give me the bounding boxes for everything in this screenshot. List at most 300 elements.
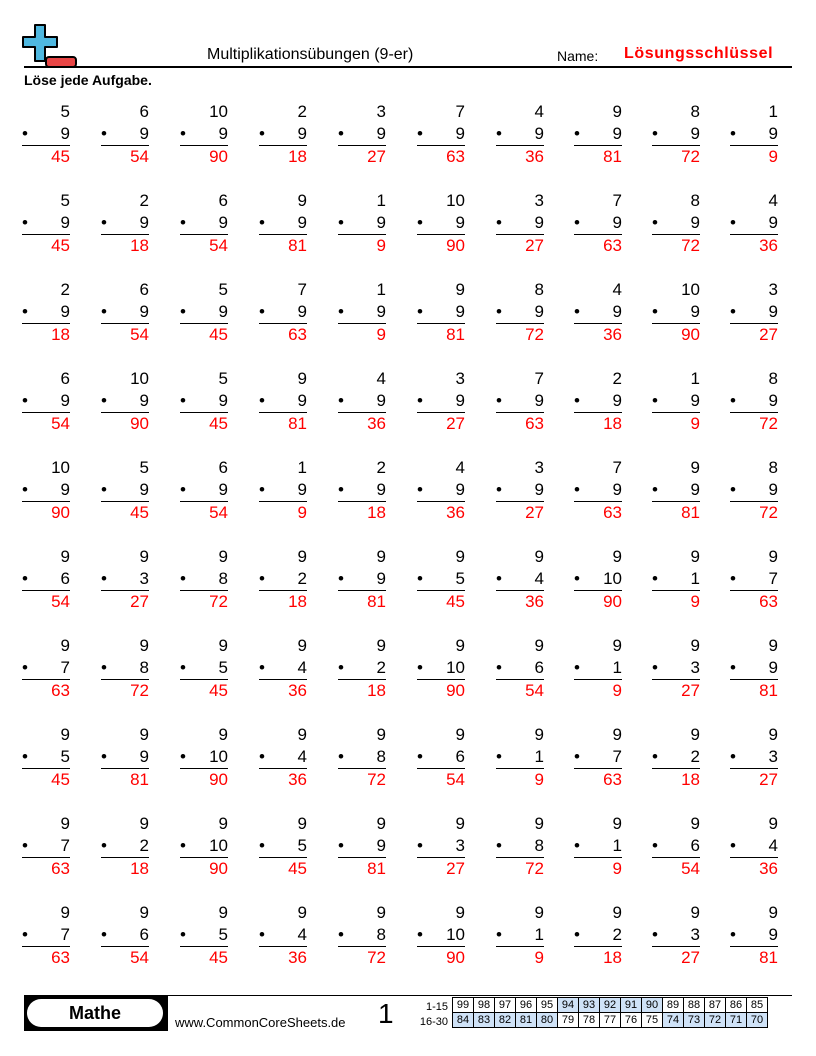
multiplier-line — [180, 479, 228, 502]
times-dot-icon: • — [730, 213, 736, 232]
problem-item — [574, 190, 622, 257]
answer: 81 — [446, 325, 465, 344]
multiplier-line — [259, 924, 307, 947]
multiplier: 8 — [218, 569, 228, 588]
problem-item — [101, 902, 149, 969]
score-cell: 95 — [537, 998, 558, 1013]
problem-item — [259, 546, 307, 613]
problem-item — [101, 190, 149, 257]
multiplier: 7 — [60, 658, 70, 677]
multiplier-line — [180, 657, 228, 680]
multiplier-line — [259, 835, 307, 858]
answer: 81 — [759, 681, 778, 700]
multiplicand: 9 — [690, 725, 700, 744]
multiplier-line — [180, 924, 228, 947]
multiplier-line — [496, 657, 544, 680]
answer: 9 — [612, 681, 622, 700]
times-dot-icon: • — [652, 124, 658, 143]
multiplier: 5 — [297, 836, 307, 855]
answer: 63 — [51, 859, 70, 878]
multiplier-line — [574, 568, 622, 591]
problem-item — [417, 101, 465, 168]
multiplier: 9 — [376, 124, 386, 143]
answer: 90 — [446, 681, 465, 700]
instructions: Löse jede Aufgabe. — [24, 72, 152, 88]
multiplicand: 9 — [60, 636, 70, 655]
multiplicand: 4 — [612, 280, 622, 299]
score-cell: 80 — [537, 1013, 558, 1028]
times-dot-icon: • — [180, 302, 186, 321]
times-dot-icon: • — [259, 480, 265, 499]
multiplicand: 9 — [455, 814, 465, 833]
times-dot-icon: • — [338, 658, 344, 677]
answer: 54 — [130, 948, 149, 967]
multiplier-line — [417, 301, 465, 324]
multiplier: 4 — [297, 658, 307, 677]
answer: 72 — [367, 770, 386, 789]
answer: 9 — [297, 503, 307, 522]
score-cell: 98 — [474, 998, 495, 1013]
problem-item — [22, 101, 70, 168]
answer: 18 — [367, 503, 386, 522]
answer: 81 — [130, 770, 149, 789]
multiplier-line — [652, 479, 700, 502]
times-dot-icon: • — [730, 302, 736, 321]
multiplicand: 8 — [690, 102, 700, 121]
answer: 72 — [681, 147, 700, 166]
score-cell: 97 — [495, 998, 516, 1013]
multiplier: 2 — [612, 925, 622, 944]
multiplier: 10 — [209, 836, 228, 855]
answer: 81 — [603, 147, 622, 166]
problem-item — [730, 546, 778, 613]
multiplicand: 5 — [139, 458, 149, 477]
multiplier-line — [574, 657, 622, 680]
answer: 27 — [759, 325, 778, 344]
multiplicand: 1 — [376, 280, 386, 299]
multiplicand: 9 — [297, 903, 307, 922]
times-dot-icon: • — [259, 124, 265, 143]
times-dot-icon: • — [338, 747, 344, 766]
multiplicand: 3 — [534, 458, 544, 477]
multiplier: 9 — [612, 391, 622, 410]
answer: 27 — [525, 503, 544, 522]
multiplicand: 9 — [534, 547, 544, 566]
multiplier-line — [496, 924, 544, 947]
multiplier: 10 — [446, 658, 465, 677]
worksheet-title: Multiplikationsübungen (9-er) — [207, 46, 414, 63]
times-dot-icon: • — [574, 658, 580, 677]
times-dot-icon: • — [496, 836, 502, 855]
answer: 18 — [603, 948, 622, 967]
times-dot-icon: • — [338, 925, 344, 944]
answer: 9 — [690, 414, 700, 433]
multiplier: 3 — [139, 569, 149, 588]
problem-item — [180, 813, 228, 880]
score-cell: 90 — [642, 998, 663, 1013]
answer: 63 — [51, 681, 70, 700]
times-dot-icon: • — [417, 213, 423, 232]
multiplier: 9 — [139, 302, 149, 321]
problem-item — [22, 457, 70, 524]
times-dot-icon: • — [730, 480, 736, 499]
problem-item — [338, 546, 386, 613]
score-table — [452, 997, 768, 1028]
answer: 63 — [759, 592, 778, 611]
times-dot-icon: • — [652, 569, 658, 588]
multiplicand: 2 — [376, 458, 386, 477]
multiplier-line — [101, 123, 149, 146]
multiplier: 2 — [297, 569, 307, 588]
problem-item — [496, 457, 544, 524]
problem-item — [652, 813, 700, 880]
multiplicand: 8 — [690, 191, 700, 210]
times-dot-icon: • — [259, 658, 265, 677]
problem-item — [652, 279, 700, 346]
multiplier-line — [22, 657, 70, 680]
multiplier-line — [180, 746, 228, 769]
times-dot-icon: • — [417, 836, 423, 855]
answer: 27 — [759, 770, 778, 789]
problem-item — [180, 635, 228, 702]
problem-item — [180, 902, 228, 969]
answer: 54 — [446, 770, 465, 789]
multiplier: 9 — [297, 213, 307, 232]
multiplicand: 5 — [60, 102, 70, 121]
problem-item — [338, 813, 386, 880]
problem-item — [338, 101, 386, 168]
multiplicand: 9 — [218, 547, 228, 566]
times-dot-icon: • — [22, 925, 28, 944]
multiplier-line — [180, 568, 228, 591]
multiplier: 1 — [534, 747, 544, 766]
multiplicand: 9 — [455, 547, 465, 566]
multiplicand: 7 — [612, 458, 622, 477]
times-dot-icon: • — [417, 925, 423, 944]
multiplier: 9 — [60, 480, 70, 499]
times-dot-icon: • — [338, 836, 344, 855]
answer: 45 — [288, 859, 307, 878]
multiplier-line — [180, 212, 228, 235]
multiplicand: 9 — [612, 102, 622, 121]
multiplier-line — [338, 212, 386, 235]
multiplier: 8 — [376, 747, 386, 766]
answer: 54 — [130, 325, 149, 344]
multiplicand: 9 — [690, 458, 700, 477]
answer: 54 — [209, 236, 228, 255]
times-dot-icon: • — [574, 747, 580, 766]
problem-item — [101, 368, 149, 435]
problem-item — [22, 368, 70, 435]
answer: 72 — [367, 948, 386, 967]
multiplier-line — [574, 746, 622, 769]
multiplier-line — [338, 746, 386, 769]
score-cell: 75 — [642, 1013, 663, 1028]
answer: 27 — [446, 859, 465, 878]
multiplier: 9 — [376, 213, 386, 232]
multiplier-line — [417, 568, 465, 591]
times-dot-icon: • — [652, 391, 658, 410]
times-dot-icon: • — [574, 302, 580, 321]
score-cell: 74 — [663, 1013, 684, 1028]
times-dot-icon: • — [101, 925, 107, 944]
answer: 45 — [51, 236, 70, 255]
problem-item — [652, 368, 700, 435]
multiplier-line — [101, 479, 149, 502]
multiplier: 10 — [603, 569, 622, 588]
answer: 54 — [51, 414, 70, 433]
score-cell: 84 — [453, 1013, 474, 1028]
multiplicand: 4 — [768, 191, 778, 210]
answer: 9 — [690, 592, 700, 611]
multiplier-line — [574, 123, 622, 146]
answer: 81 — [759, 948, 778, 967]
multiplicand: 8 — [534, 280, 544, 299]
multiplier-line — [22, 746, 70, 769]
answer: 90 — [446, 236, 465, 255]
multiplicand: 6 — [139, 280, 149, 299]
problem-item — [417, 457, 465, 524]
multiplicand: 4 — [376, 369, 386, 388]
multiplier: 9 — [139, 391, 149, 410]
score-cell: 76 — [621, 1013, 642, 1028]
times-dot-icon: • — [101, 391, 107, 410]
multiplicand: 9 — [455, 636, 465, 655]
multiplier-line — [496, 746, 544, 769]
multiplicand: 1 — [690, 369, 700, 388]
multiplier: 1 — [690, 569, 700, 588]
multiplier-line — [730, 123, 778, 146]
problem-item — [338, 279, 386, 346]
problem-item — [338, 190, 386, 257]
multiplier: 9 — [612, 213, 622, 232]
problem-item — [417, 635, 465, 702]
multiplier: 9 — [768, 480, 778, 499]
page-number: 1 — [378, 998, 394, 1029]
multiplier: 9 — [60, 391, 70, 410]
answer: 63 — [603, 236, 622, 255]
multiplier-line — [101, 301, 149, 324]
multiplier-line — [417, 123, 465, 146]
answer: 36 — [367, 414, 386, 433]
multiplicand: 6 — [139, 102, 149, 121]
multiplicand: 10 — [51, 458, 70, 477]
multiplier-line — [22, 835, 70, 858]
multiplier: 7 — [60, 836, 70, 855]
multiplier: 7 — [612, 747, 622, 766]
multiplier: 4 — [768, 836, 778, 855]
multiplicand: 9 — [612, 547, 622, 566]
answer: 72 — [759, 503, 778, 522]
answer: 81 — [367, 592, 386, 611]
answer: 90 — [209, 859, 228, 878]
score-cell: 79 — [558, 1013, 579, 1028]
problem-item — [259, 279, 307, 346]
multiplier-line — [338, 301, 386, 324]
multiplier-line — [652, 568, 700, 591]
multiplier: 9 — [534, 124, 544, 143]
multiplicand: 9 — [768, 814, 778, 833]
site-link[interactable]: www.CommonCoreSheets.de — [175, 1015, 346, 1030]
answer: 90 — [209, 770, 228, 789]
times-dot-icon: • — [180, 658, 186, 677]
problem-item — [652, 101, 700, 168]
multiplier-line — [259, 301, 307, 324]
problem-item — [730, 101, 778, 168]
problem-item — [101, 724, 149, 791]
multiplier-line — [730, 479, 778, 502]
multiplicand: 9 — [768, 636, 778, 655]
multiplier: 9 — [690, 480, 700, 499]
answer: 36 — [759, 236, 778, 255]
multiplier: 3 — [690, 658, 700, 677]
times-dot-icon: • — [338, 391, 344, 410]
multiplier: 9 — [455, 302, 465, 321]
multiplicand: 9 — [139, 814, 149, 833]
multiplier: 9 — [455, 213, 465, 232]
times-dot-icon: • — [417, 658, 423, 677]
problem-item — [259, 902, 307, 969]
answer: 27 — [130, 592, 149, 611]
multiplicand: 9 — [297, 369, 307, 388]
problem-item — [22, 635, 70, 702]
problem-item — [496, 546, 544, 613]
multiplicand: 9 — [768, 547, 778, 566]
multiplier: 9 — [534, 391, 544, 410]
multiplicand: 1 — [376, 191, 386, 210]
multiplicand: 9 — [534, 903, 544, 922]
multiplicand: 1 — [768, 102, 778, 121]
multiplier-line — [730, 835, 778, 858]
score-row — [453, 1013, 768, 1028]
plus-minus-logo-icon — [22, 24, 80, 68]
multiplicand: 9 — [376, 814, 386, 833]
answer: 54 — [130, 147, 149, 166]
times-dot-icon: • — [180, 480, 186, 499]
times-dot-icon: • — [417, 391, 423, 410]
answer: 72 — [759, 414, 778, 433]
multiplier: 6 — [455, 747, 465, 766]
score-cell: 86 — [726, 998, 747, 1013]
problem-item — [652, 902, 700, 969]
times-dot-icon: • — [652, 302, 658, 321]
multiplier: 9 — [768, 213, 778, 232]
problem-item — [180, 368, 228, 435]
times-dot-icon: • — [180, 213, 186, 232]
multiplicand: 5 — [60, 191, 70, 210]
multiplicand: 6 — [218, 458, 228, 477]
times-dot-icon: • — [730, 391, 736, 410]
times-dot-icon: • — [574, 213, 580, 232]
problem-item — [22, 190, 70, 257]
multiplicand: 9 — [376, 903, 386, 922]
problem-item — [22, 279, 70, 346]
problem-item — [101, 813, 149, 880]
multiplier: 9 — [455, 391, 465, 410]
multiplier: 4 — [297, 925, 307, 944]
problem-item — [259, 368, 307, 435]
problem-item — [574, 635, 622, 702]
times-dot-icon: • — [496, 302, 502, 321]
multiplier: 9 — [690, 391, 700, 410]
multiplier: 9 — [376, 569, 386, 588]
multiplier-line — [180, 835, 228, 858]
multiplicand: 9 — [139, 636, 149, 655]
multiplier-line — [417, 657, 465, 680]
problem-item — [496, 902, 544, 969]
problem-item — [259, 457, 307, 524]
score-cell: 85 — [747, 998, 768, 1013]
multiplier: 9 — [768, 925, 778, 944]
multiplier-line — [574, 301, 622, 324]
multiplier-line — [338, 390, 386, 413]
multiplier: 9 — [768, 391, 778, 410]
multiplier-line — [730, 568, 778, 591]
multiplicand: 6 — [60, 369, 70, 388]
times-dot-icon: • — [496, 124, 502, 143]
multiplicand: 9 — [60, 814, 70, 833]
answer: 9 — [612, 859, 622, 878]
answer: 27 — [681, 681, 700, 700]
multiplicand: 9 — [218, 636, 228, 655]
times-dot-icon: • — [730, 925, 736, 944]
multiplier-line — [574, 212, 622, 235]
problem-item — [496, 724, 544, 791]
score-cell: 71 — [726, 1013, 747, 1028]
score-row — [453, 998, 768, 1013]
multiplier-line — [259, 212, 307, 235]
problem-item — [417, 190, 465, 257]
score-cell: 96 — [516, 998, 537, 1013]
multiplier-line — [338, 924, 386, 947]
multiplicand: 2 — [139, 191, 149, 210]
answer: 72 — [681, 236, 700, 255]
answer: 45 — [51, 147, 70, 166]
multiplier-line — [730, 212, 778, 235]
problem-item — [180, 724, 228, 791]
times-dot-icon: • — [730, 658, 736, 677]
multiplier: 9 — [376, 391, 386, 410]
multiplier-line — [730, 746, 778, 769]
answer: 72 — [525, 859, 544, 878]
times-dot-icon: • — [417, 747, 423, 766]
multiplier-line — [652, 212, 700, 235]
problem-item — [496, 190, 544, 257]
times-dot-icon: • — [22, 480, 28, 499]
problem-item — [496, 368, 544, 435]
times-dot-icon: • — [101, 658, 107, 677]
multiplier-line — [652, 123, 700, 146]
answer: 63 — [288, 325, 307, 344]
multiplier: 4 — [534, 569, 544, 588]
times-dot-icon: • — [730, 124, 736, 143]
multiplier-line — [22, 301, 70, 324]
answer: 63 — [446, 147, 465, 166]
multiplier-line — [101, 657, 149, 680]
score-cell: 91 — [621, 998, 642, 1013]
multiplier: 9 — [218, 124, 228, 143]
problem-item — [652, 635, 700, 702]
problem-item — [496, 101, 544, 168]
multiplier-line — [417, 835, 465, 858]
multiplier: 1 — [534, 925, 544, 944]
multiplicand: 9 — [60, 903, 70, 922]
multiplier: 6 — [139, 925, 149, 944]
problem-item — [574, 368, 622, 435]
score-cell: 92 — [600, 998, 621, 1013]
answer: 18 — [130, 236, 149, 255]
times-dot-icon: • — [496, 658, 502, 677]
